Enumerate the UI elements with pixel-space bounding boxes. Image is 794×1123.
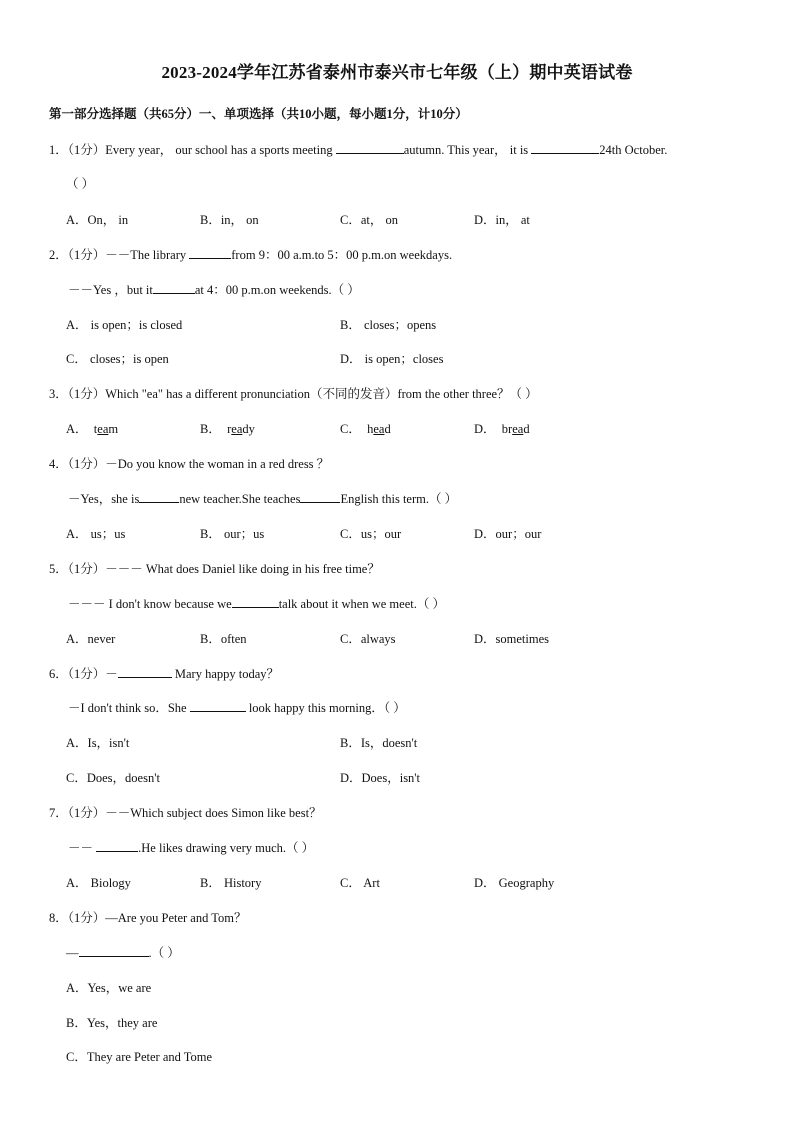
answer-blank — [190, 700, 246, 712]
question-4-option-b: B． our；us — [200, 527, 265, 541]
question-8-option-b: B．Yes，they are — [66, 1016, 158, 1030]
question-3-option-c: C． head — [340, 422, 391, 436]
answer-blank — [531, 142, 599, 154]
question-7-stem: 7．（1分）－－Which subject does Simon like best？ — [49, 806, 322, 820]
question-7-option-b: B． History — [200, 876, 262, 890]
question-1-option-c: C．at， on — [340, 213, 398, 227]
answer-blank — [189, 247, 231, 259]
question-2-option-d: D． is open；closes — [340, 352, 444, 366]
question-3-option-d: D． bread — [474, 422, 530, 436]
question-7-line2: －－ .He likes drawing very much.（ ） — [68, 841, 315, 855]
question-3-option-b: B． ready — [200, 422, 255, 436]
page-title: 2023-2024学年江苏省泰州市泰兴市七年级（上）期中英语试卷 — [161, 63, 633, 82]
question-3-option-a: A． team — [66, 422, 119, 436]
section-heading: 第一部分选择题（共65分）一、单项选择（共10小题，每小题1分，计10分） — [49, 107, 468, 121]
question-6-option-a: A．Is，isn't — [66, 736, 130, 750]
question-4-line2: －Yes，she is new teacher.She teaches English this term.（ ） — [68, 492, 458, 506]
question-5-stem: 5．（1分）－－－ What does Daniel like doing in his free time？ — [49, 562, 380, 576]
question-4-option-c: C．us；our — [340, 527, 402, 541]
question-7-option-c: C． Art — [340, 876, 380, 890]
answer-blank — [79, 945, 149, 957]
question-3-stem: 3．（1分）Which "ea" has a different pronunciation（不同的发音）from the other three？（ ） — [49, 387, 538, 401]
question-7-option-d: D． Geography — [474, 876, 555, 890]
answer-blank — [96, 840, 138, 852]
question-1-option-d: D．in， at — [474, 213, 530, 227]
question-6-stem: 6．（1分）－ Mary happy today？ — [49, 667, 280, 681]
question-8-option-c: C．They are Peter and Tome — [66, 1050, 213, 1064]
question-1-option-b: B．in， on — [200, 213, 259, 227]
question-1-option-a: A．On， in — [66, 213, 129, 227]
answer-blank — [336, 142, 404, 154]
question-2-option-c: C． closes；is open — [66, 352, 169, 366]
question-6-line2: －I don't think so．She look happy this morning．（ ） — [68, 701, 406, 715]
question-5-line2: －－－ I don't know because we talk about it when we meet.（ ） — [68, 597, 445, 611]
question-2-line2: －－Yes ，but it at 4：00 p.m.on weekends.（ ） — [68, 283, 360, 297]
question-2-option-a: A． is open；is closed — [66, 318, 183, 332]
question-6-option-d: D．Does，isn't — [340, 771, 421, 785]
question-2-stem: 2．（1分）－－The library from 9：00 a.m.to 5：00 p.m.on weekdays. — [49, 248, 453, 262]
question-4-option-d: D．our；our — [474, 527, 542, 541]
answer-blank — [139, 491, 179, 503]
answer-blank — [118, 666, 172, 678]
question-1-stem: 1．（1分）Every year， our school has a sports meeting autumn. This year， it is 24th October. — [49, 143, 668, 157]
question-8-option-a: A．Yes，we are — [66, 981, 152, 995]
answer-blank — [232, 596, 279, 608]
question-8-stem: 8．（1分）—Are you Peter and Tom？ — [49, 911, 247, 925]
answer-blank — [300, 491, 340, 503]
question-8-line2: — .（ ） — [66, 946, 180, 960]
question-5-option-d: D．sometimes — [474, 632, 549, 646]
question-1-paren: （ ） — [66, 177, 95, 191]
question-7-option-a: A． Biology — [66, 876, 131, 890]
question-2-option-b: B． closes；opens — [340, 318, 437, 332]
question-6-option-c: C．Does，doesn't — [66, 771, 160, 785]
question-4-stem: 4．（1分）－Do you know the woman in a red dress ？ — [49, 457, 330, 471]
question-5-option-a: A．never — [66, 632, 116, 646]
question-4-option-a: A． us；us — [66, 527, 126, 541]
question-5-option-c: C．always — [340, 632, 396, 646]
answer-blank — [153, 282, 195, 294]
question-6-option-b: B．Is，doesn't — [340, 736, 418, 750]
question-5-option-b: B．often — [200, 632, 247, 646]
